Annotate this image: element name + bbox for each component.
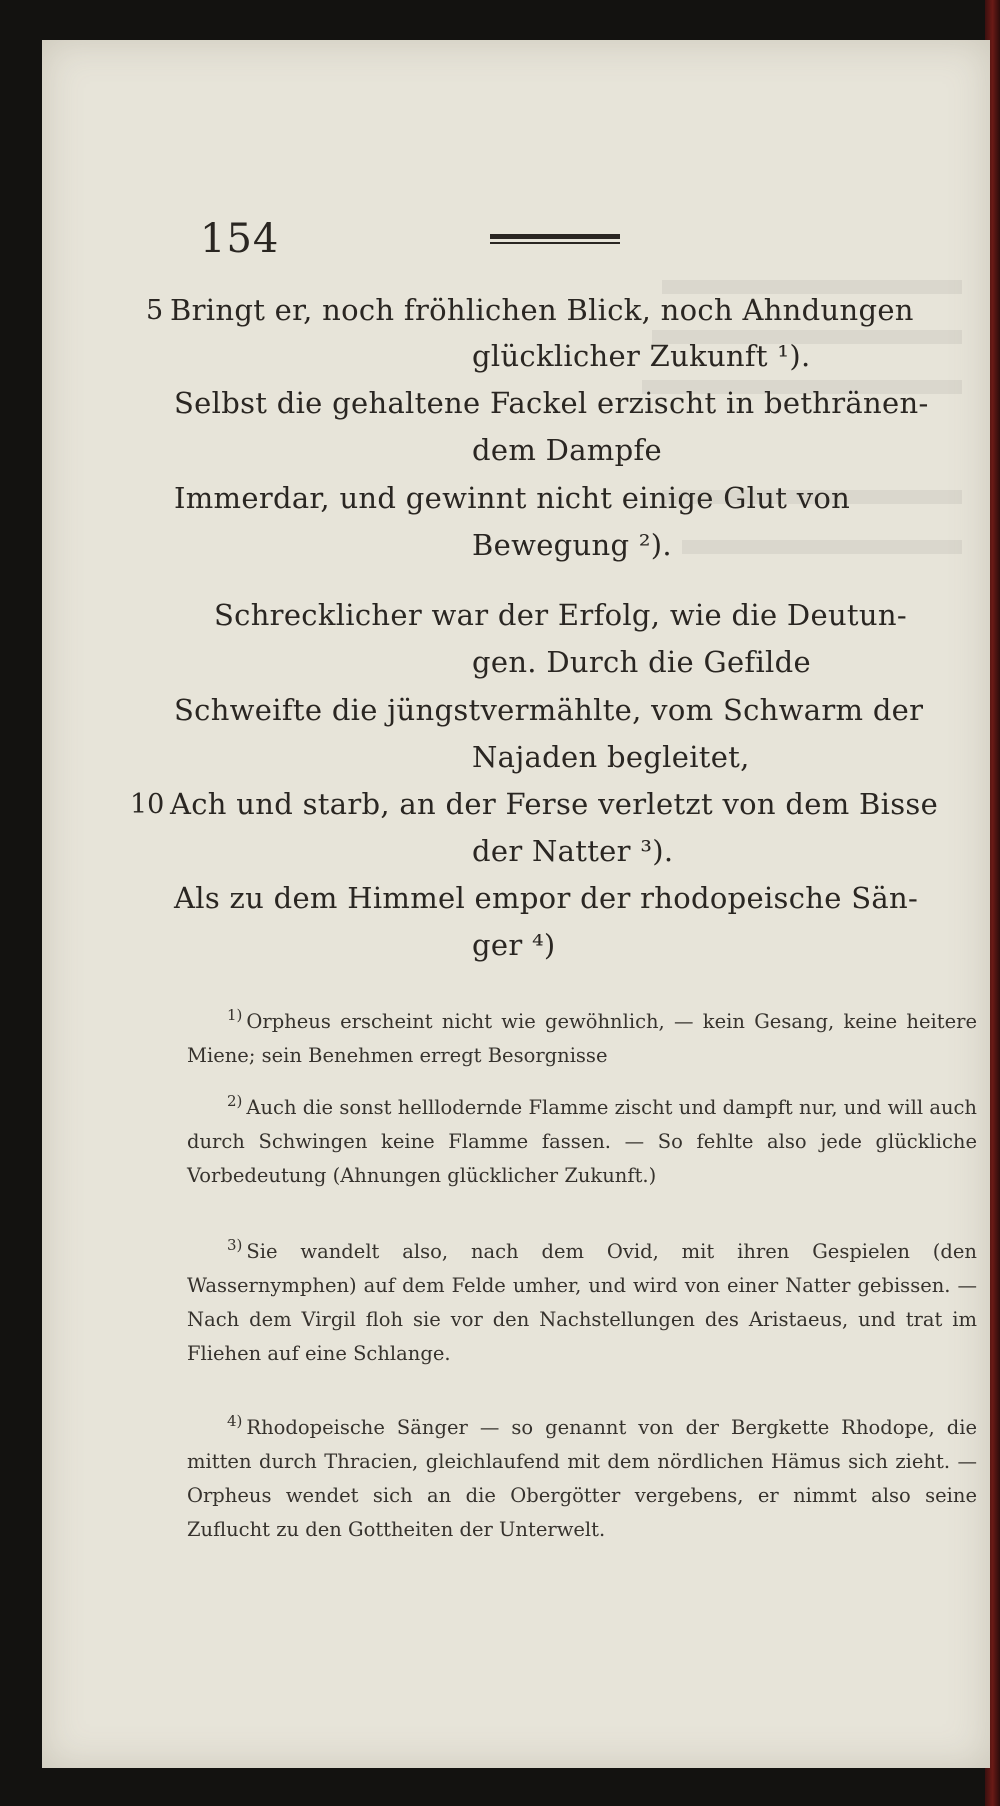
verse-line: dem Dampfe bbox=[472, 433, 662, 467]
verse-line: Bringt er, noch fröhlichen Blick, noch Ahndungen bbox=[170, 293, 914, 327]
header-rule bbox=[490, 234, 620, 246]
verse-line: glücklicher Zukunft ¹). bbox=[472, 339, 811, 373]
verse-line: Bewegung ²). bbox=[472, 528, 672, 562]
footnote bbox=[187, 1228, 977, 1371]
footnote-mark: 3) bbox=[227, 1236, 243, 1254]
verse-line: Selbst die gehaltene Fackel erzischt in bethränen- bbox=[174, 386, 929, 420]
footnote-mark: 1) bbox=[227, 1006, 243, 1024]
verse-line: Immerdar, und gewinnt nicht einige Glut von bbox=[174, 481, 851, 515]
footnote-mark: 2) bbox=[227, 1092, 243, 1110]
verse-line: gen. Durch die Gefilde bbox=[472, 645, 811, 679]
footnote-text: Orpheus erscheint nicht wie gewöhnlich, — kein Gesang, keine heitere Miene; sein Benehmen erregt Besorgnisse bbox=[187, 1010, 977, 1067]
footnote-text: Rhodopeische Sänger — so genannt von der Bergkette Rhodope, die mitten durch Thracien, gleichlaufend mit dem nördlichen Hämus sich zieht. — Orpheus wendet sich an die Obergötter vergebens, er nimmt also seine Zuflucht zu den Gottheiten der Unterwelt. bbox=[187, 1416, 977, 1541]
verse-line: Najaden begleitet, bbox=[472, 740, 750, 774]
verse-line: Schrecklicher war der Erfolg, wie die Deutun- bbox=[214, 598, 907, 632]
line-number: 10 bbox=[130, 789, 165, 820]
footnote bbox=[187, 998, 977, 1073]
footnote-text: Auch die sonst helllodernde Flamme zischt und dampft nur, und will auch durch Schwingen keine Flamme fassen. — So fehlte also jede glückliche Vorbedeutung (Ahnungen glücklicher Zukunft.) bbox=[187, 1096, 977, 1187]
footnote-text: Sie wandelt also, nach dem Ovid, mit ihren Gespielen (den Wassernymphen) auf dem Felde umher, und wird von einer Natter gebissen. — Nach dem Virgil floh sie vor den Nachstellungen des Aristaeus, und trat im Fliehen auf eine Schlange. bbox=[187, 1240, 977, 1365]
verse-line: Als zu dem Himmel empor der rhodopeische Sän- bbox=[174, 881, 919, 915]
verse-line: ger ⁴) bbox=[472, 928, 556, 962]
line-number: 5 bbox=[146, 295, 164, 326]
footnote bbox=[187, 1404, 977, 1547]
verse-line: Schweifte die jüngstvermählte, vom Schwarm der bbox=[174, 693, 924, 727]
page-number: 154 bbox=[200, 216, 280, 262]
verse-line: der Natter ³). bbox=[472, 834, 674, 868]
verse-line: Ach und starb, an der Ferse verletzt von dem Bisse bbox=[170, 787, 939, 821]
book-page bbox=[42, 40, 990, 1768]
footnote bbox=[187, 1084, 977, 1193]
footnote-mark: 4) bbox=[227, 1412, 243, 1430]
